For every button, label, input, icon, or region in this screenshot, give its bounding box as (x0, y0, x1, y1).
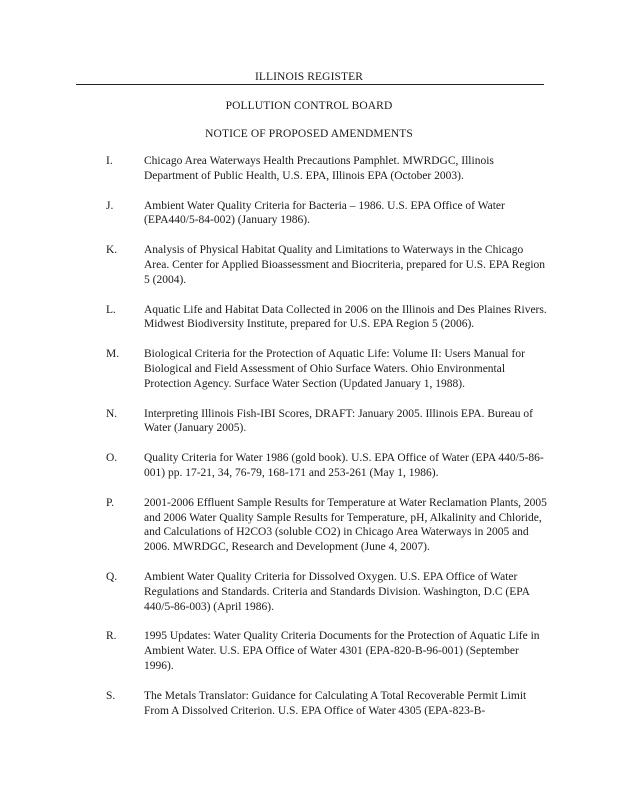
reference-entry (0, 243, 618, 287)
entry-letter: Q. (106, 570, 118, 583)
reference-entry (0, 407, 618, 437)
entry-text: Biological Criteria for the Protection of Aquatic Life: Volume II: Users Manual for Biological and Field Assessment of Ohio Surface Waters. Ohio Environmental Protection Agency. Surface Water Section (Updated January 1, 1988). (144, 348, 525, 390)
header-rule (76, 84, 544, 85)
entry-letter: O. (106, 452, 118, 465)
register-title: ILLINOIS REGISTER (254, 71, 364, 83)
notice-title: NOTICE OF PROPOSED AMENDMENTS (205, 128, 413, 140)
reference-entry (0, 451, 618, 481)
entry-letter: M. (106, 348, 120, 361)
entry-text: Interpreting Illinois Fish-IBI Scores, DRAFT: January 2005. Illinois EPA. Bureau of Water (January 2005). (144, 407, 534, 435)
reference-entry (0, 496, 618, 555)
entry-text: 2001-2006 Effluent Sample Results for Temperature at Water Reclamation Plants, 2005 and 2006 Water Quality Sample Results for Temperature, pH, Alkalinity and Chloride, and Calculations of H2CO3 (soluble CO2) in Chicago Area Waterways in 2005 and 2006. MWRDGC, Research and Development (June 4, 2007). (144, 496, 547, 554)
entry-letter: N. (106, 407, 118, 420)
entry-text: Analysis of Physical Habitat Quality and Limitations to Waterways in the Chicago Area. Center for Applied Bioassessment and Biocriteria, prepared for U.S. EPA Region 5 (2004). (144, 244, 546, 286)
entry-letter: R. (106, 630, 117, 643)
entry-text: Ambient Water Quality Criteria for Dissolved Oxygen. U.S. EPA Office of Water Regulations and Standards. Criteria and Standards Division. Washington, D.C (EPA 440/5-86-003) (April 1986). (144, 570, 530, 613)
entry-letter: S. (106, 689, 116, 702)
reference-entry (0, 199, 618, 229)
reference-list (0, 154, 618, 733)
reference-entry (0, 347, 618, 391)
reference-entry (0, 303, 618, 333)
reference-entry (0, 629, 618, 673)
entry-letter: J. (106, 199, 114, 212)
entry-letter: I. (106, 155, 113, 167)
entry-text: Quality Criteria for Water 1986 (gold book). U.S. EPA Office of Water (EPA 440/5-86-001) pp. 17-21, 34, 76-79, 168-171 and 253-261 (May 1, 1986). (144, 452, 544, 479)
reference-entry (0, 689, 618, 719)
entry-text: Aquatic Life and Habitat Data Collected in 2006 on the Illinois and Des Plaines Rivers. Midwest Biodiversity Institute, prepared for U.S. EPA Region 5 (2006). (144, 303, 547, 331)
reference-entry (0, 154, 618, 184)
entry-text: 1995 Updates: Water Quality Criteria Documents for the Protection of Aquatic Life in Ambient Water. U.S. EPA Office of Water 4301 (EPA-820-B-96-001) (September 1996). (144, 630, 540, 672)
entry-text: Ambient Water Quality Criteria for Bacteria – 1986. U.S. EPA Office of Water (EPA440/5-84-002) (January 1986). (144, 199, 505, 227)
reference-entry (0, 570, 618, 614)
entry-text: The Metals Translator: Guidance for Calculating A Total Recoverable Permit Limit From A Dissolved Criterion. U.S. EPA Office of Water 4305 (EPA-823-B- (144, 689, 527, 717)
entry-letter: K. (106, 244, 118, 257)
board-title: POLLUTION CONTROL BOARD (225, 100, 393, 112)
entry-letter: P. (106, 496, 114, 509)
entry-text: Chicago Area Waterways Health Precautions Pamphlet. MWRDGC, Illinois Department of Public Health, U.S. EPA, Illinois EPA (October 2003). (144, 155, 494, 182)
entry-letter: L. (106, 303, 116, 316)
